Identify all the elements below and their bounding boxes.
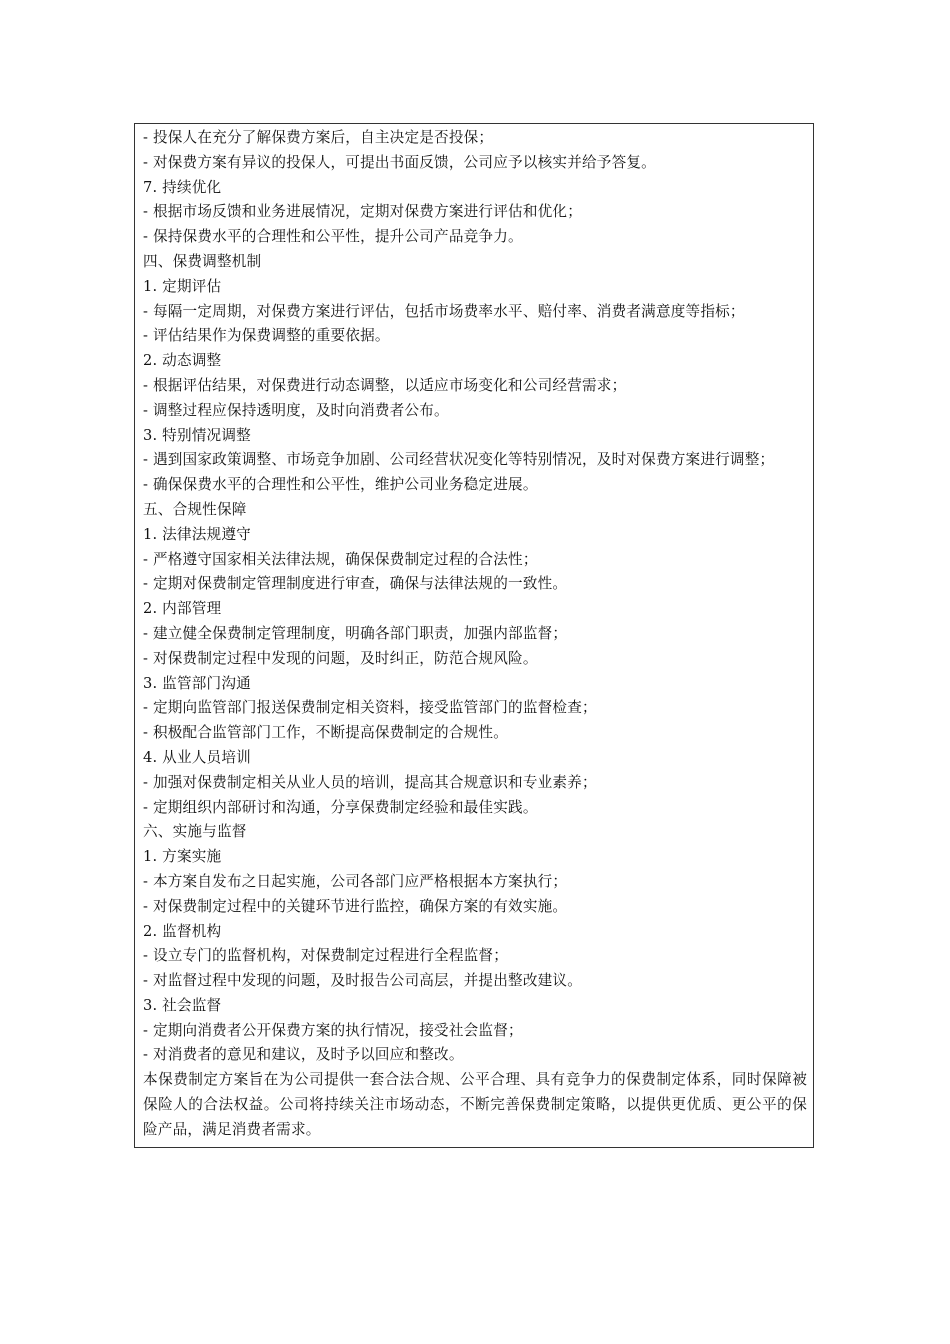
subsection-heading: 2. 监督机构 [143, 922, 222, 940]
subsection-heading: 2. 内部管理 [143, 600, 222, 618]
subsection-heading: 7. 持续优化 [143, 178, 222, 196]
bullet-item: - 积极配合监管部门工作，不断提高保费制定的合规性。 [143, 724, 509, 742]
bullet-item: - 评估结果作为保费调整的重要依据。 [143, 327, 390, 345]
subsection-heading: 1. 法律法规遵守 [143, 525, 251, 543]
bullet-item: - 对保费制定过程中的关键环节进行监控，确保方案的有效实施。 [143, 897, 568, 915]
bullet-item: - 确保保费水平的合理性和公平性，维护公司业务稳定进展。 [143, 476, 538, 494]
bullet-item: - 保持保费水平的合理性和公平性，提升公司产品竞争力。 [143, 228, 523, 246]
section-heading: 五、合规性保障 [143, 500, 247, 518]
bullet-item: - 设立专门的监督机构，对保费制定过程进行全程监督； [143, 947, 509, 965]
bullet-item: - 对监督过程中发现的问题，及时报告公司高层，并提出整改建议。 [143, 972, 582, 990]
section-heading: 四、保费调整机制 [143, 252, 262, 270]
subsection-heading: 1. 定期评估 [143, 277, 222, 295]
bullet-item: - 对消费者的意见和建议，及时予以回应和整改。 [143, 1046, 464, 1064]
paragraph: 本保费制定方案旨在为公司提供一套合法合规、公平合理、具有竞争力的保费制定体系，同时保障被保险人的合法权益。公司将持续关注市场动态，不断完善保费制定策略，以提供更优质、更公平的保险产品，满足消费者需求。 [143, 1071, 807, 1138]
bullet-item: - 对保费方案有异议的投保人，可提出书面反馈，公司应予以核实并给予答复。 [143, 153, 656, 171]
bullet-item: - 根据评估结果，对保费进行动态调整，以适应市场变化和公司经营需求； [143, 376, 627, 394]
subsection-heading: 3. 社会监督 [143, 996, 222, 1014]
subsection-heading: 4. 从业人员培训 [143, 748, 251, 766]
bullet-item: - 定期向监管部门报送保费制定相关资料，接受监管部门的监督检查； [143, 699, 597, 717]
section-heading: 六、实施与监督 [143, 823, 247, 841]
bullet-item: - 根据市场反馈和业务进展情况，定期对保费方案进行评估和优化； [143, 203, 582, 221]
bullet-item: - 投保人在充分了解保费方案后，自主决定是否投保； [143, 129, 494, 146]
bullet-item: - 调整过程应保持透明度，及时向消费者公布。 [143, 401, 449, 419]
bullet-item: - 严格遵守国家相关法律法规，确保保费制定过程的合法性； [143, 550, 538, 568]
bullet-item: - 定期对保费制定管理制度进行审查，确保与法律法规的一致性。 [143, 575, 568, 593]
content-table-cell [134, 123, 814, 1148]
bullet-item: - 本方案自发布之日起实施，公司各部门应严格根据本方案执行； [143, 872, 568, 890]
bullet-item: - 每隔一定周期，对保费方案进行评估，包括市场费率水平、赔付率、消费者满意度等指标； [143, 302, 745, 320]
bullet-item: - 建立健全保费制定管理制度，明确各部门职责，加强内部监督； [143, 624, 568, 642]
bullet-item: - 定期向消费者公开保费方案的执行情况，接受社会监督； [143, 1021, 523, 1039]
subsection-heading: 3. 特别情况调整 [143, 426, 251, 444]
subsection-heading: 1. 方案实施 [143, 848, 222, 866]
subsection-heading: 3. 监管部门沟通 [143, 674, 251, 692]
bullet-item: - 遇到国家政策调整、市场竞争加剧、公司经营状况变化等特别情况，及时对保费方案进行调整； [143, 451, 775, 469]
bullet-item: - 加强对保费制定相关从业人员的培训，提高其合规意识和专业素养； [143, 773, 597, 791]
subsection-heading: 2. 动态调整 [143, 352, 222, 370]
bullet-item: - 定期组织内部研讨和沟通，分享保费制定经验和最佳实践。 [143, 798, 538, 816]
bullet-item: - 对保费制定过程中发现的问题，及时纠正，防范合规风险。 [143, 649, 538, 667]
